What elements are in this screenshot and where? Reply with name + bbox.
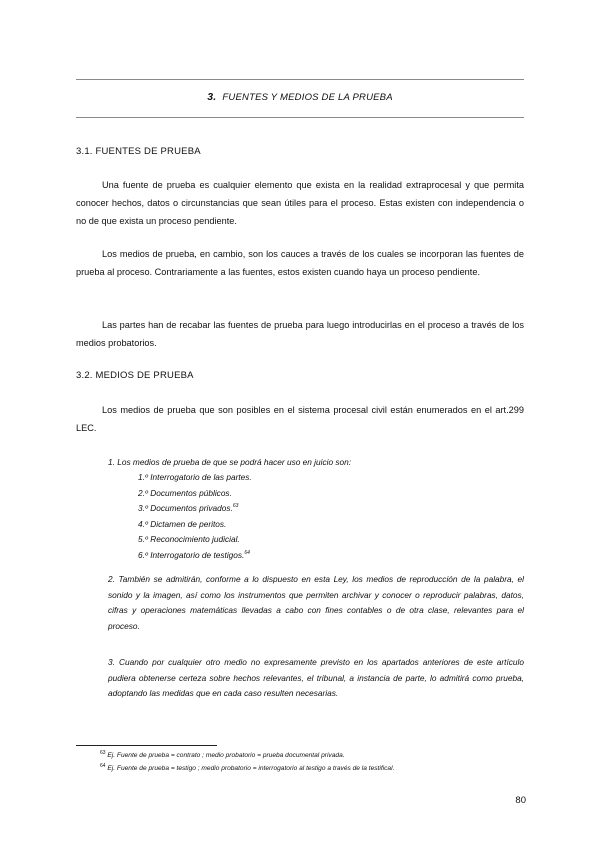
paragraph-fuente-definition: Una fuente de prueba es cualquier elemento que exista en la realidad extraprocesal y que permita conocer hechos, datos o circunstancias que sean útiles para el proceso. Estas existen con independencia o no de que exista un proceso pendiente. [76, 180, 524, 226]
chapter-heading [76, 91, 524, 103]
footnote [100, 749, 530, 759]
footnote [100, 762, 530, 772]
footnote-number: 64 [100, 762, 106, 769]
paragraph-medios-intro: Los medios de prueba que son posibles en el sistema procesal civil están enumerados en el art.299 LEC. [76, 405, 524, 433]
footnote-separator [76, 745, 217, 746]
quote-article-2: 2. También se admitirán, conforme a lo dispuesto en esta Ley, los medios de reproducción de la palabra, el sonido y la imagen, así como los instrumentos que permiten archivar y conocer o reproducir palabras, datos, cifras y operaciones matemáticas llevadas a cabo con fines contables o de otra clase, relevantes para el proceso. [108, 574, 524, 631]
list-item: 6.º Interrogatorio de testigos.$^{64}$ [138, 549, 250, 560]
paragraph-medios-definition: Los medios de prueba, en cambio, son los cauces a través de los cuales se incorporan las fuentes de prueba al proceso. Contrariamente a las fuentes, estos existen cuando haya un proceso pendiente. [76, 249, 524, 277]
page-number: 80 [515, 795, 526, 806]
list-item: 1.º Interrogatorio de las partes. [138, 472, 252, 482]
chapter-rule-top [76, 79, 524, 80]
chapter-title: FUENTES Y MEDIOS DE LA PRUEBA [222, 92, 393, 103]
footnote-ref[interactable]: 63 [232, 503, 239, 510]
list-item: 5.º Reconocimiento judicial. [138, 534, 240, 544]
list-item: 4.º Dictamen de peritos. [138, 518, 227, 529]
quote-article-3: 3. Cuando por cualquier otro medio no expresamente previsto en los apartados anteriores de este artículo pudiera obtenerse certeza sobre hechos relevantes, el tribunal, a instancia de parte, lo admitirá como prueba, adoptando las medidas que en cada caso resulten necesarias. [108, 657, 524, 698]
footnote-text: Ej. Fuente de prueba = contrato ; medio probatorio = prueba documental privada. [107, 752, 345, 759]
section-heading-medios: 3.2. MEDIOS DE PRUEBA [76, 370, 194, 381]
paragraph-partes: Las partes han de recabar las fuentes de prueba para luego introducirlas en el proceso a través de los medios probatorios. [76, 320, 524, 348]
footnote-number: 63 [100, 749, 106, 756]
footnote-text: Ej. Fuente de prueba = testigo ; medio probatorio = interrogatorio al testigo a través de la testifical. [107, 765, 395, 772]
chapter-rule-bottom [76, 117, 524, 118]
chapter-number: 3. [207, 91, 217, 103]
list-item: 2.º Documentos públicos. [138, 487, 232, 498]
footnote-ref[interactable]: 64 [244, 549, 250, 556]
medios-list [138, 470, 252, 563]
section-heading-fuentes: 3.1. FUENTES DE PRUEBA [76, 146, 201, 157]
list-item: 3.º Documentos privados.$^{63}$ [138, 503, 239, 513]
quote-article-1: 1. Los medios de prueba de que se podrá hacer uso en juicio son: [108, 457, 352, 467]
